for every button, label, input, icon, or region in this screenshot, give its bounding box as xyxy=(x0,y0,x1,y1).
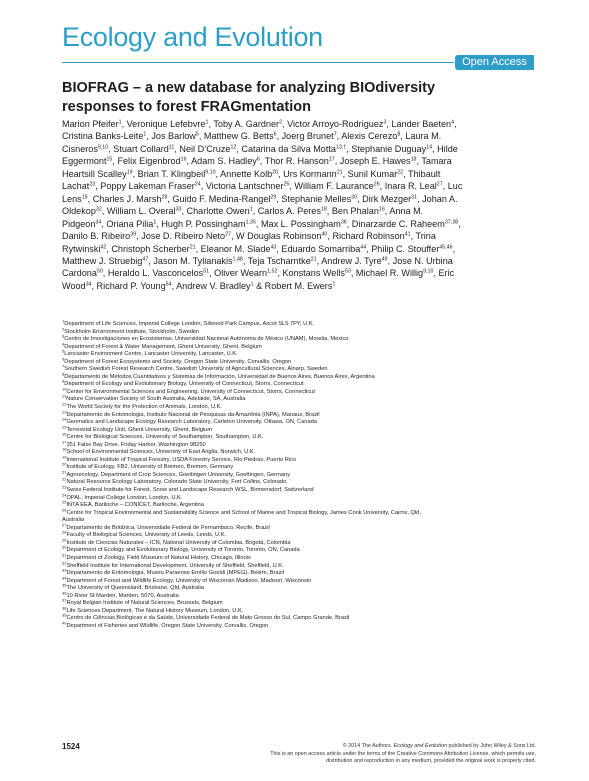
text-run: , Ben Phalan xyxy=(326,206,379,217)
superscript-marker: 34 xyxy=(95,219,102,226)
text-run: Rytwinski xyxy=(62,243,101,254)
superscript-marker: 20 xyxy=(62,462,67,468)
text-run: Terrestrial Ecology Unit, Ghent University, Ghent, Belgium xyxy=(66,426,213,433)
italic-text: Ecology and Evolution xyxy=(393,743,447,749)
superscript-marker: 18 xyxy=(320,206,327,213)
text-run: Life Sciences Department, The Natural History Museum, London, U.K. xyxy=(66,607,244,614)
superscript-marker: 39 xyxy=(62,613,67,619)
author-line xyxy=(62,143,536,155)
superscript-marker: 42 xyxy=(100,244,107,251)
affiliation-list xyxy=(62,318,536,630)
text-run: , Eleanor M. Slade xyxy=(195,243,271,254)
text-run: , Richard P. Young xyxy=(91,280,166,291)
text-run: , Christoph Scherber xyxy=(106,243,190,254)
text-run: Nature Conservation Society of South Australia, Adelaide, SA, Australia xyxy=(66,396,246,403)
superscript-marker: 1 xyxy=(250,281,254,288)
text-run: , Lander Baeten xyxy=(386,119,452,129)
superscript-marker: 28 xyxy=(62,530,67,536)
text-run: Lancaster Environment Centre, Lancaster University, Lancaster, U.K. xyxy=(64,351,238,358)
superscript-marker: 1 xyxy=(62,318,65,324)
text-run: , Charlotte Owen xyxy=(181,206,250,217)
affiliation-line xyxy=(62,326,536,337)
superscript-marker: 20 xyxy=(272,169,279,176)
superscript-marker: 8 xyxy=(62,371,65,377)
affiliation-line xyxy=(62,409,536,420)
affiliation-line xyxy=(62,464,536,472)
superscript-marker: 14 xyxy=(62,416,67,422)
superscript-marker: 32 xyxy=(95,206,102,213)
text-run: , Dirk Mezger xyxy=(357,193,412,204)
text-run: This is an open access article under the terms of the Creative Commons Attribution License, which permits use, xyxy=(270,750,536,757)
text-run: Centro de Investigaciones en Ecosistemas, Universidad Nacional Autónoma de México (UNAM), Morelia, Mexico xyxy=(64,336,349,343)
affiliation-line xyxy=(62,381,536,389)
affiliation-line xyxy=(62,620,536,631)
superscript-marker: 7 xyxy=(333,132,337,139)
text-run: , Victor Arroyo-Rodriguez xyxy=(282,119,384,129)
superscript-marker: 19 xyxy=(126,169,133,176)
text-run: , Philip C. Stouffer xyxy=(366,243,440,254)
affiliation-line xyxy=(62,507,536,518)
superscript-marker: 25 xyxy=(283,181,290,188)
superscript-marker: 1,35 xyxy=(245,219,256,226)
superscript-marker: 40 xyxy=(62,620,67,626)
text-run: Danilo B. Ribeiro xyxy=(62,231,131,242)
superscript-marker: 22 xyxy=(62,477,67,483)
copyright-line xyxy=(206,743,536,751)
superscript-marker: 9 xyxy=(62,379,65,385)
text-run: Centre for Tropical Environmental and Sustainability Science and School of Marine and Tropical Biology, James Cook University, Cairns, Qld, xyxy=(66,509,421,516)
author-line xyxy=(62,255,536,267)
superscript-marker: 35 xyxy=(62,582,67,588)
text-run: , Stuart Collard xyxy=(108,143,169,154)
text-run: , Brian T. Klingbeil xyxy=(132,168,206,179)
text-run: , Stephanie Duguay xyxy=(346,143,427,154)
superscript-marker: 1,52 xyxy=(267,269,278,276)
text-run: Department of Forest and Wildlife Ecology, University of Wisconsin Madison, Madison, Wisconsin xyxy=(66,577,312,584)
superscript-marker: 22 xyxy=(397,169,404,176)
text-run: Natural Resource Ecology Laboratory, Colorado State University, Fort Collins, Colorado xyxy=(66,479,287,486)
text-run: , xyxy=(458,218,461,229)
superscript-marker: 27 xyxy=(436,181,443,188)
superscript-marker: 37,38 xyxy=(444,219,459,226)
text-run: Department of Forest Ecosystems and Society, Oregon State University, Corvallis, Oregon xyxy=(64,358,292,365)
text-run: Department of Ecology and Evolutionary Biology, University of Toronto, Toronto, ON, Canada xyxy=(66,547,300,554)
text-run: Faculty of Biological Sciences, University of Leeds, Leeds, U.K. xyxy=(66,532,227,539)
text-run: Department of Life Sciences, Imperial College London, Silwood Park Campus, Ascot SL5 7PY, U.K. xyxy=(64,321,315,327)
text-run: , Guido F. Medina-Rangel xyxy=(167,193,271,204)
text-run: , Heraldo L. Vasconcelos xyxy=(102,268,204,279)
superscript-marker: 16 xyxy=(180,156,187,163)
affiliation-line xyxy=(62,492,536,503)
text-run: , Adam S. Hadley xyxy=(186,156,257,167)
text-run: Heartsill Scalley xyxy=(62,168,127,179)
author-line xyxy=(62,230,536,242)
journal-title: Ecology and Evolution xyxy=(62,22,323,52)
text-run: , Catarina da Silva Motta xyxy=(236,143,336,154)
text-run: , Andrew V. Bradley xyxy=(171,280,251,291)
text-run: , Joerg Brunet xyxy=(276,131,334,142)
superscript-marker: 18 xyxy=(62,447,67,452)
text-run: Geomatics and Landscape Ecology Research Laboratory, Carleton University, Ottawa, ON, Canada xyxy=(66,419,317,426)
text-run: , Jos Barlow xyxy=(146,131,196,142)
superscript-marker: 41 xyxy=(404,231,411,238)
superscript-marker: 6 xyxy=(273,132,277,139)
text-run: Department of Ecology and Evolutionary Biology, University of Connecticut, Storrs, Connecticut xyxy=(64,381,304,388)
author-line xyxy=(62,193,536,205)
affiliation-line xyxy=(62,615,536,623)
text-run: , Michael R. Willig xyxy=(350,268,424,279)
text-run: , xyxy=(454,119,457,129)
text-run: Departamento de Entomologia, Museu Paraense Emílio Goeldi (MPEG), Belém, Brazil xyxy=(66,570,284,577)
copyright-notice xyxy=(206,743,536,766)
superscript-marker: 43 xyxy=(270,244,277,251)
superscript-marker: 33 xyxy=(175,206,182,213)
superscript-marker: 18 xyxy=(410,156,417,163)
superscript-marker: 54 xyxy=(165,281,172,288)
author-line xyxy=(62,130,536,142)
text-run: , Jose D. Ribeiro Neto xyxy=(136,231,226,242)
text-run: Centre for Biological Sciences, University of Southampton, Southampton, U.K. xyxy=(66,434,264,441)
text-run: , William L. Overal xyxy=(101,206,176,217)
text-run: , Max L. Possingham xyxy=(255,218,341,229)
text-run: Oldekop xyxy=(62,206,96,217)
superscript-marker: 38 xyxy=(62,605,67,611)
affiliation-line xyxy=(62,532,536,540)
text-run: Department of Zoology, Field Museum of Natural History, Chicago, Illinois xyxy=(66,554,251,561)
superscript-marker: 29 xyxy=(62,537,67,543)
text-run: , Veronique Lefebvre xyxy=(121,119,206,129)
superscript-marker: 51 xyxy=(203,269,210,276)
superscript-marker: 19 xyxy=(62,454,67,460)
text-run: Institute of Ecology, FB2, University of Bremen, Bremen, Germany xyxy=(66,464,234,471)
article-title-line: responses to forest FRAGmentation xyxy=(62,99,311,115)
affiliation-line xyxy=(62,547,536,555)
author-line xyxy=(62,205,536,217)
author-list xyxy=(62,118,536,292)
superscript-marker: 5 xyxy=(195,132,199,139)
superscript-marker: 4 xyxy=(62,341,65,347)
superscript-marker: 49 xyxy=(381,256,388,263)
superscript-marker: 7 xyxy=(62,363,65,369)
superscript-marker: 1 xyxy=(143,132,147,139)
superscript-marker: 45,46 xyxy=(439,244,453,251)
text-run: Center for Environmental Sciences and Engineering, University of Connecticut, Storrs, Connecticut xyxy=(66,388,315,395)
superscript-marker: 31 xyxy=(411,194,418,201)
text-run: , Andrew J. Tyre xyxy=(316,255,382,266)
superscript-marker: 5 xyxy=(62,348,65,354)
text-run: Agroecology, Department of Crop Sciences, Goettingen University, Goettingen, Germany xyxy=(66,471,291,478)
superscript-marker: 11 xyxy=(168,144,175,151)
text-run: , Eduardo Somarriba xyxy=(276,243,361,254)
superscript-marker: 1 xyxy=(118,119,122,126)
superscript-marker: 31 xyxy=(62,552,67,558)
text-run: & Robert M. Ewers xyxy=(253,280,333,291)
text-run: , Thor R. Hanson xyxy=(259,156,329,167)
text-run: Cristina Banks-Leite xyxy=(62,131,144,142)
author-line xyxy=(62,155,536,167)
superscript-marker: 50 xyxy=(96,269,103,276)
superscript-marker: 23 xyxy=(89,181,96,188)
superscript-marker: 21 xyxy=(310,256,317,263)
author-line xyxy=(62,118,536,130)
text-run: Eggermont xyxy=(62,156,107,167)
text-run: OPAL, Imperial College London, London, U.K. xyxy=(66,494,183,501)
text-run: Southern Swedish Forest Research Centre, Swedish University of Agricultural Sciences, Alnarp, Sweden xyxy=(64,366,328,373)
superscript-marker: 9,10 xyxy=(423,269,434,276)
affiliation-line xyxy=(62,560,536,571)
author-line xyxy=(62,180,536,192)
superscript-marker: 8 xyxy=(397,132,401,139)
text-run: Departamento de Botânica, Universidade Federal de Pernambuco, Recife, Brazil xyxy=(66,524,270,531)
text-run: , Konstans Wells xyxy=(277,268,345,279)
superscript-marker: 4 xyxy=(451,119,455,126)
superscript-marker: 21 xyxy=(62,469,67,475)
superscript-marker: 1 xyxy=(249,206,253,213)
text-run: International Institute of Tropical Forestry, USDA Forestry Service, Rio Piedras, Puerto Rico xyxy=(66,456,297,463)
author-line xyxy=(62,267,536,279)
text-run: , Urs Kormann xyxy=(278,168,337,179)
text-run: Cisneros xyxy=(62,143,98,154)
superscript-marker: 16 xyxy=(378,206,385,213)
superscript-marker: 34 xyxy=(62,575,67,581)
affiliation-line xyxy=(62,479,536,487)
author-line xyxy=(62,280,536,292)
superscript-marker: 3 xyxy=(383,119,387,126)
text-run: , Dinarzarde C. Raheem xyxy=(346,218,445,229)
superscript-marker: 40 xyxy=(321,231,328,238)
superscript-marker: 1 xyxy=(153,219,157,226)
text-run: The World Society for the Protection of Animals, London, U.K. xyxy=(66,404,222,411)
superscript-marker: 11 xyxy=(62,394,67,400)
text-run: Cardona xyxy=(62,268,97,279)
text-run: Marion Pfeifer xyxy=(62,119,119,129)
superscript-marker: 3 xyxy=(62,333,65,339)
text-run: , Felix Eigenbrod xyxy=(112,156,181,167)
superscript-marker: 1 xyxy=(332,281,336,288)
open-access-badge: Open Access xyxy=(455,55,534,70)
text-run: , Laura M. xyxy=(400,131,442,142)
superscript-marker: 36 xyxy=(340,219,347,226)
text-run: , Matthew G. Betts xyxy=(198,131,274,142)
text-run: distribution and reproduction in any medium, provided the original work is properly cited. xyxy=(326,758,536,764)
affiliation-line xyxy=(62,575,536,586)
article-title-line: BIOFRAG – a new database for analyzing BIOdiversity xyxy=(62,80,436,96)
text-run: , Hilde xyxy=(432,143,458,154)
text-run: , Richard Robinson xyxy=(327,231,405,242)
superscript-marker: 14 xyxy=(426,144,433,151)
text-run: Instituto de Ciencias Naturales – ICN, National University of Colombia, Bogotá, Colombia xyxy=(66,539,291,546)
text-run: , Tamara xyxy=(416,156,452,167)
superscript-marker: 12 xyxy=(62,401,67,407)
article-title xyxy=(62,79,532,117)
text-run: Royal Belgian Institute of Natural Sciences, Brussels, Belgium xyxy=(66,600,223,607)
text-run: , Anna M. xyxy=(384,206,424,217)
superscript-marker: 26 xyxy=(62,507,67,513)
text-run: , Jason M. Tylianakis xyxy=(148,255,233,266)
text-run: © 2014 The Authors. xyxy=(342,743,394,749)
superscript-marker: 21 xyxy=(336,169,343,176)
text-run: , Charles J. Marsh xyxy=(87,193,162,204)
superscript-marker: 24 xyxy=(62,492,67,498)
text-run: , Annette Kolb xyxy=(215,168,273,179)
text-run: , Carlos A. Peres xyxy=(252,206,321,217)
superscript-marker: 24 xyxy=(194,181,201,188)
affiliation-line xyxy=(62,449,536,457)
text-run: , Trina xyxy=(410,231,436,242)
text-run: , Oliver Wearn xyxy=(209,268,268,279)
superscript-marker: 29 xyxy=(270,194,277,201)
text-run: , Poppy Lakeman Fraser xyxy=(95,181,195,192)
text-run: , William F. Laurance xyxy=(289,181,374,192)
text-run: , xyxy=(452,243,456,254)
text-run: Pidgeon xyxy=(62,218,96,229)
text-run: , Joseph E. Hawes xyxy=(334,156,411,167)
text-run: , Hugh P. Possingham xyxy=(156,218,246,229)
text-run: , Neil D’Cruze xyxy=(174,143,231,154)
text-run: INTA EEA, Bariloche – CONICET, Bariloche, Argentina xyxy=(66,502,204,509)
text-run: Australia xyxy=(62,517,85,524)
superscript-marker: 15 xyxy=(62,424,67,430)
text-run: , Eric xyxy=(433,268,455,279)
text-run: 351 False Bay Drive, Friday Harbor, Washington 98250 xyxy=(66,441,206,448)
superscript-marker: 26 xyxy=(373,181,380,188)
superscript-marker: 6 xyxy=(256,156,260,163)
superscript-marker: 37 xyxy=(62,597,67,603)
text-run: , W Douglas Robinson xyxy=(231,231,322,242)
text-run: , Thibault xyxy=(403,168,441,179)
superscript-marker: 13 xyxy=(62,409,67,415)
text-run: , Toby A. Gardner xyxy=(208,119,280,129)
superscript-marker: 10 xyxy=(62,386,67,392)
superscript-marker: 27 xyxy=(225,231,231,238)
superscript-marker: 2 xyxy=(279,119,283,126)
text-run: , Johan A. xyxy=(417,193,458,204)
text-run: 10 River St Marden, Marden, 5070, Australia xyxy=(66,592,179,599)
affiliation-line xyxy=(62,363,536,374)
text-run: , Oriana Pilia xyxy=(101,218,154,229)
superscript-marker: 2 xyxy=(62,326,65,332)
text-run: Department of Fisheries and Wildlife, Oregon State University, Corvallis, Oregon xyxy=(66,622,269,629)
superscript-marker: 23 xyxy=(62,484,67,490)
text-run: Departamento de Entomologia, Instituto Nacional de Pesquisas da Amazônia (INPA), Manaus, Brazil xyxy=(66,411,320,418)
superscript-marker: 15 xyxy=(81,194,88,201)
superscript-marker: 13,† xyxy=(335,144,347,151)
text-run: Wood xyxy=(62,280,86,291)
text-run: Centro de Ciências Biológicas e da Saúde, Universidade Federal de Mato Grosso do Sul, Campo Grande, Brazil xyxy=(66,615,350,622)
author-line xyxy=(62,243,536,255)
superscript-marker: 34 xyxy=(85,281,92,288)
affiliation-line xyxy=(62,396,536,404)
superscript-marker: 25 xyxy=(62,499,67,505)
superscript-marker: 39 xyxy=(130,231,137,238)
text-run: Matthew J. Struebig xyxy=(62,255,143,266)
superscript-marker: 9,10 xyxy=(205,169,216,176)
text-run: Departamento de Métodos Cuantitativos y Sistemas de Información, Universidad de Buenos Aires, Buenos Aires, Argentina xyxy=(64,373,375,380)
superscript-marker: 17 xyxy=(62,439,67,445)
copyright-line xyxy=(206,758,536,766)
superscript-marker: 16 xyxy=(62,431,67,437)
text-run: Lachat xyxy=(62,181,90,192)
text-run: The University of Queensland, Brisbane, Qld, Australia xyxy=(66,585,204,592)
text-run: published by John Wiley & Sons Ltd. xyxy=(447,743,536,749)
text-run: , Teja Tscharntke xyxy=(242,255,311,266)
superscript-marker: 30 xyxy=(62,545,67,551)
superscript-marker: 1 xyxy=(205,119,209,126)
superscript-marker: 17 xyxy=(328,156,335,163)
superscript-marker: 6 xyxy=(62,356,65,362)
text-run: , Victoria Lantschner xyxy=(200,181,284,192)
superscript-marker: 15 xyxy=(106,156,113,163)
text-run: Sheffield Institute for International Development, University of Sheffield, Sheffield, U.K. xyxy=(66,562,284,569)
superscript-marker: 30 xyxy=(351,194,358,201)
text-run: , Alexis Cerezo xyxy=(336,131,398,142)
text-run: , Stephanie Melles xyxy=(276,193,352,204)
superscript-marker: 12 xyxy=(230,144,237,151)
superscript-marker: 47 xyxy=(142,256,149,263)
text-run: Stockholm Environment Institute, Stockholm, Sweden xyxy=(64,328,200,335)
superscript-marker: 33 xyxy=(62,567,67,573)
superscript-marker: 1,48 xyxy=(232,256,243,263)
copyright-line xyxy=(206,751,536,759)
text-run: Swiss Federal Institute for Forest, Snow and Landscape Research WSL, Birmensdorf, Switzerland xyxy=(66,487,314,494)
superscript-marker: 53 xyxy=(344,269,351,276)
superscript-marker: 32 xyxy=(62,560,67,566)
superscript-marker: 9,10 xyxy=(97,144,109,151)
text-run: , Sunil Kumar xyxy=(342,168,398,179)
superscript-marker: 44 xyxy=(360,244,367,251)
superscript-marker: 28 xyxy=(161,194,168,201)
text-run: Department of Forest & Water Management, Ghent University, Ghent, Belgium xyxy=(64,343,262,350)
superscript-marker: 27 xyxy=(62,522,67,528)
text-run: , Jose N. Urbina xyxy=(387,255,453,266)
page-number: 1524 xyxy=(62,742,80,751)
text-run: Lens xyxy=(62,193,82,204)
author-line xyxy=(62,168,536,180)
text-run: School of Environmental Sciences, University of East Anglia, Norwich, U.K. xyxy=(66,449,256,456)
text-run: , Inara R. Leal xyxy=(379,181,437,192)
text-run: , Luc xyxy=(442,181,463,192)
superscript-marker: 21 xyxy=(189,244,196,251)
superscript-marker: 36 xyxy=(62,590,67,596)
author-line xyxy=(62,218,536,230)
header-rule xyxy=(62,62,454,63)
